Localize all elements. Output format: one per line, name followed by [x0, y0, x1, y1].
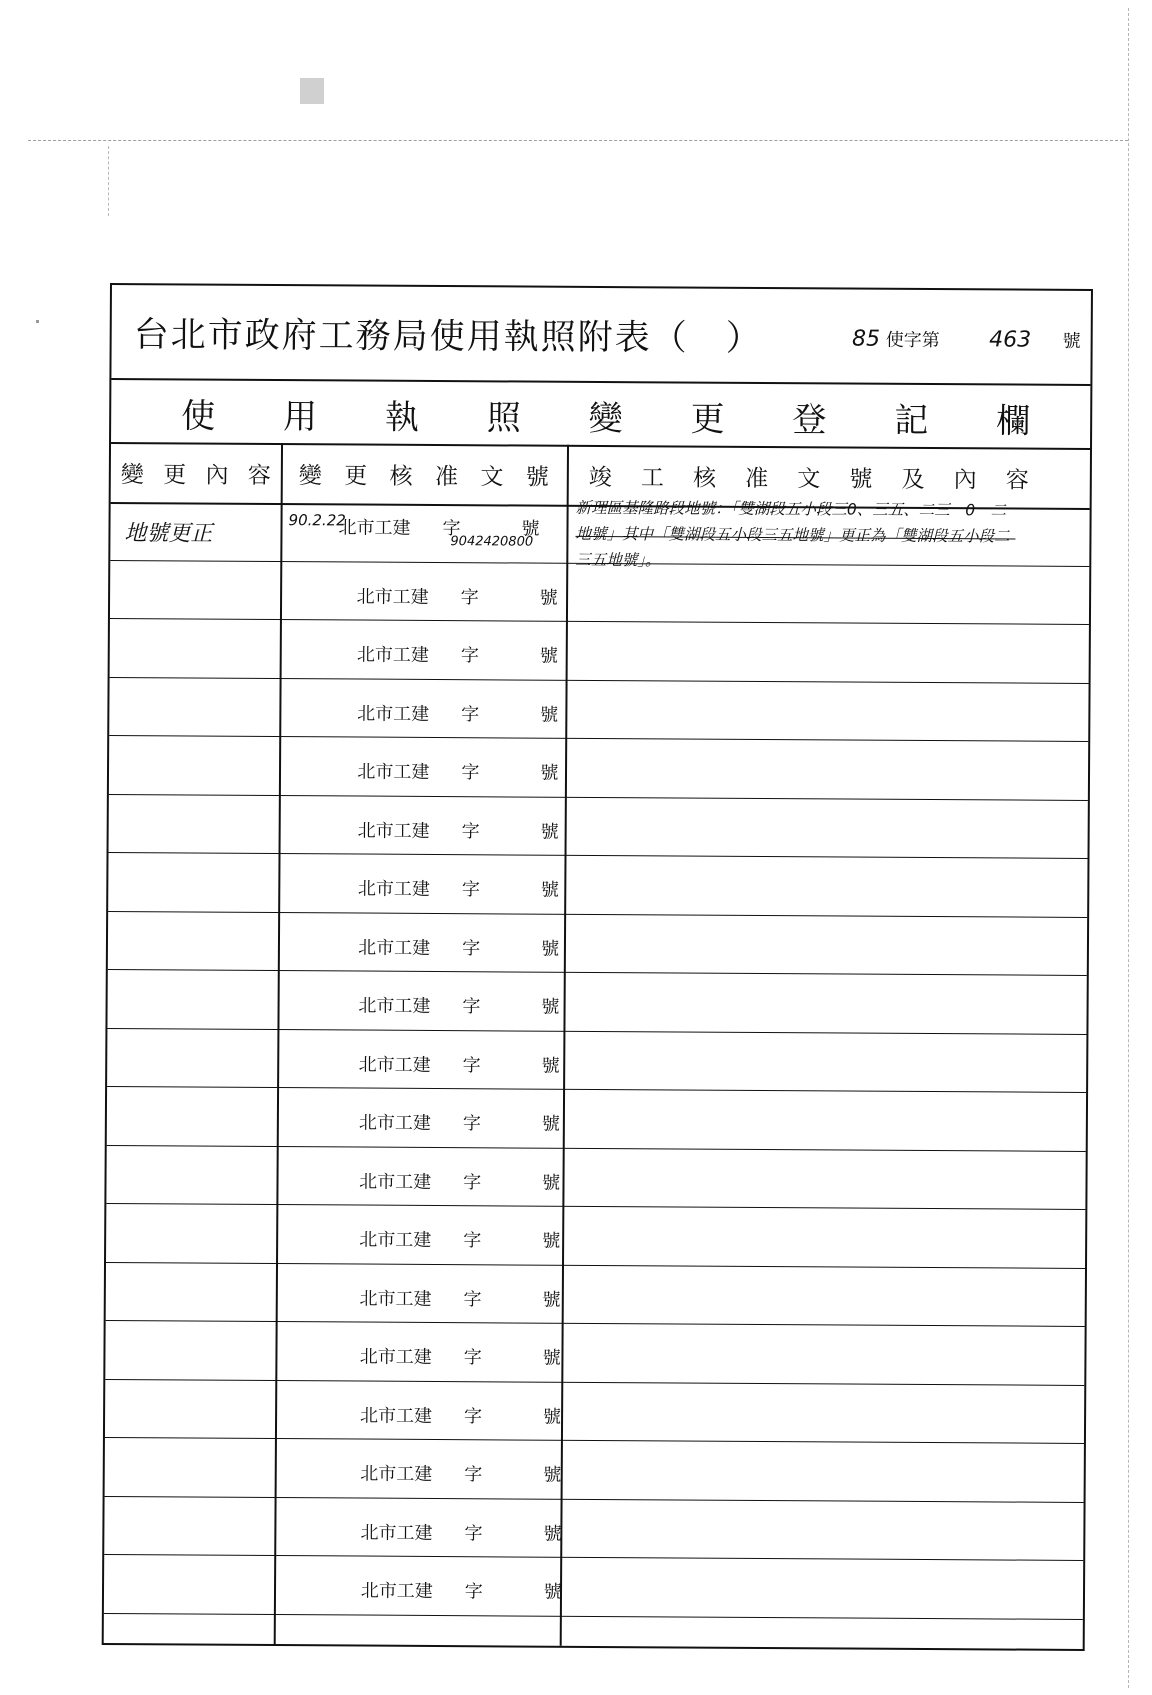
table-row — [104, 1496, 1083, 1560]
office-label: 北市工建 — [358, 937, 431, 959]
hao-label: 號 — [541, 938, 560, 960]
approval-ref — [359, 1343, 561, 1369]
approval-ref — [357, 816, 559, 843]
header-char: 文 — [480, 463, 504, 490]
hao-label: 號 — [541, 1113, 560, 1135]
table-row — [106, 1204, 1085, 1268]
hao-label: 號 — [543, 1523, 562, 1545]
table-row — [105, 1321, 1084, 1385]
approval-ref — [356, 582, 558, 609]
zi-label: 字 — [460, 586, 479, 608]
table-row — [109, 736, 1088, 800]
approval-ref — [358, 1050, 560, 1077]
office-label: 北市工建 — [359, 1288, 432, 1310]
table-row — [107, 1028, 1086, 1092]
header-char: 號 — [849, 466, 873, 493]
office-label: 北市工建 — [360, 1405, 433, 1427]
zi-label: 字 — [462, 937, 481, 959]
banner-char: 使 — [181, 396, 216, 437]
zi-label: 字 — [462, 1054, 481, 1076]
banner-char: 執 — [384, 397, 420, 438]
office-label: 北市工建 — [357, 820, 430, 842]
zi-label: 字 — [463, 1171, 482, 1193]
approval-ref — [360, 1518, 562, 1545]
approval-ref — [359, 1226, 561, 1252]
header-char: 更 — [344, 462, 368, 490]
zi-label: 字 — [461, 703, 480, 725]
approval-ref — [360, 1401, 562, 1428]
zi-label: 字 — [461, 879, 480, 901]
zi-label: 字 — [464, 1581, 483, 1603]
header-char: 准 — [434, 463, 459, 490]
zi-label: 字 — [464, 1464, 483, 1486]
permit-suffix: 號 — [1062, 330, 1081, 352]
hao-label: 號 — [543, 1581, 562, 1603]
zi-label: 字 — [463, 1288, 482, 1310]
scan-dash-left — [108, 146, 109, 216]
approval-serial: 9042420800 — [450, 534, 534, 550]
header-char: 竣 — [588, 464, 612, 491]
office-label: 北市工建 — [358, 995, 431, 1017]
approval-ref — [357, 758, 559, 784]
approval-ref — [357, 699, 559, 726]
approval-ref — [358, 933, 560, 960]
banner-row — [111, 378, 1090, 450]
hao-label: 號 — [543, 1406, 562, 1428]
office-label: 北市工建 — [359, 1346, 432, 1368]
approval-ref — [338, 513, 540, 540]
hao-label: 號 — [542, 1230, 561, 1252]
zi-label: 字 — [462, 1113, 481, 1135]
header-char: 文 — [797, 465, 821, 492]
table-row — [105, 1379, 1084, 1443]
scan-speckle — [300, 78, 324, 104]
office-label: 北市工建 — [360, 1463, 433, 1485]
header-char: 容 — [1005, 466, 1029, 494]
approval-date: 90.2.22 — [288, 511, 346, 530]
permit-year: 85 — [851, 326, 881, 352]
table-row — [106, 1145, 1085, 1209]
zi-label: 字 — [464, 1405, 483, 1427]
office-label: 北市工建 — [356, 644, 429, 666]
office-label: 北市工建 — [358, 1112, 431, 1134]
hao-label: 號 — [540, 879, 559, 901]
table-row — [105, 1438, 1084, 1502]
office-label: 北市工建 — [359, 1171, 432, 1193]
office-label: 北市工建 — [360, 1580, 433, 1602]
hao-label: 號 — [540, 704, 559, 726]
permit-number: 463 — [989, 327, 1032, 353]
header-char: 核 — [692, 465, 717, 492]
scan-dash-right — [1128, 8, 1129, 1688]
hao-label: 號 — [541, 996, 560, 1018]
completion-content-cell: 新理區基隆路段地號：「雙湖段五小段三0、三五、二三一0一二地號」其中「雙湖段五小段三五地號」更正為「雙湖段五小段二三五地號」。 — [575, 498, 1010, 570]
approval-ref — [360, 1460, 562, 1486]
hao-label: 號 — [521, 518, 540, 540]
table-row — [104, 1555, 1083, 1619]
office-label: 北市工建 — [338, 517, 411, 539]
zi-label: 字 — [462, 996, 481, 1018]
header-char: 更 — [163, 461, 187, 488]
table-row — [107, 970, 1086, 1034]
table-row — [110, 561, 1089, 625]
header-char: 內 — [205, 462, 229, 489]
zi-label: 字 — [464, 1522, 483, 1544]
approval-ref — [359, 1167, 561, 1194]
zi-label: 字 — [461, 762, 480, 784]
banner-char: 變 — [588, 398, 623, 440]
hao-label: 號 — [539, 587, 558, 609]
banner-char: 欄 — [996, 401, 1031, 442]
header-char: 變 — [298, 462, 322, 489]
change-content-cell: 地號更正 — [124, 521, 213, 547]
office-label: 北市工建 — [358, 1054, 431, 1076]
office-label: 北市工建 — [356, 586, 429, 608]
zi-label: 字 — [442, 518, 461, 540]
table-row — [106, 1262, 1085, 1326]
header-change-content — [121, 442, 271, 503]
header-char: 內 — [953, 466, 977, 493]
form-title: 台北市政府工務局使用執照附表（ ） — [133, 315, 763, 359]
header-change-approval — [299, 443, 549, 505]
zi-label: 字 — [463, 1230, 482, 1252]
zi-label: 字 — [463, 1347, 482, 1369]
table-row — [107, 1087, 1086, 1151]
hao-label: 號 — [543, 1464, 562, 1486]
banner-char: 用 — [282, 397, 318, 438]
header-char: 變 — [120, 461, 144, 488]
header-char: 容 — [247, 462, 271, 489]
table-row — [110, 498, 1089, 570]
hao-label: 號 — [539, 645, 558, 667]
approval-ref — [357, 875, 559, 901]
header-char: 准 — [745, 465, 769, 492]
hao-label: 號 — [540, 762, 559, 784]
approval-ref — [356, 641, 558, 667]
permit-form — [102, 283, 1093, 1651]
approval-ref — [358, 992, 560, 1018]
hao-label: 號 — [542, 1347, 561, 1369]
table-row — [110, 619, 1089, 683]
banner-char: 登 — [792, 400, 827, 441]
office-label: 北市工建 — [357, 878, 430, 900]
banner-char: 更 — [690, 399, 725, 440]
hao-label: 號 — [540, 821, 559, 843]
approval-ref — [360, 1577, 562, 1603]
hao-label: 號 — [541, 1055, 560, 1077]
permit-prefix: 使字第 — [885, 329, 940, 352]
title-row — [111, 285, 1091, 386]
header-char: 及 — [901, 466, 925, 493]
office-label: 北市工建 — [360, 1522, 433, 1544]
header-char: 核 — [389, 463, 413, 490]
banner-title — [181, 388, 1030, 442]
hao-label: 號 — [542, 1172, 561, 1194]
zi-label: 字 — [461, 820, 480, 842]
header-char: 工 — [640, 464, 665, 491]
table-row — [109, 678, 1088, 742]
office-label: 北市工建 — [357, 703, 430, 725]
approval-ref — [358, 1109, 560, 1135]
permit-number-label — [852, 326, 1081, 353]
office-label: 北市工建 — [357, 761, 430, 783]
scan-dot — [36, 320, 39, 323]
table-row — [108, 912, 1087, 976]
hao-label: 號 — [542, 1289, 561, 1311]
table-row — [108, 853, 1087, 917]
zi-label: 字 — [460, 645, 479, 667]
approval-ref — [359, 1284, 561, 1311]
office-label: 北市工建 — [359, 1229, 432, 1251]
table-row — [109, 795, 1088, 859]
scan-dash-line — [28, 140, 1128, 141]
banner-char: 照 — [486, 398, 521, 439]
banner-char: 記 — [894, 400, 929, 442]
header-char: 號 — [525, 464, 549, 491]
